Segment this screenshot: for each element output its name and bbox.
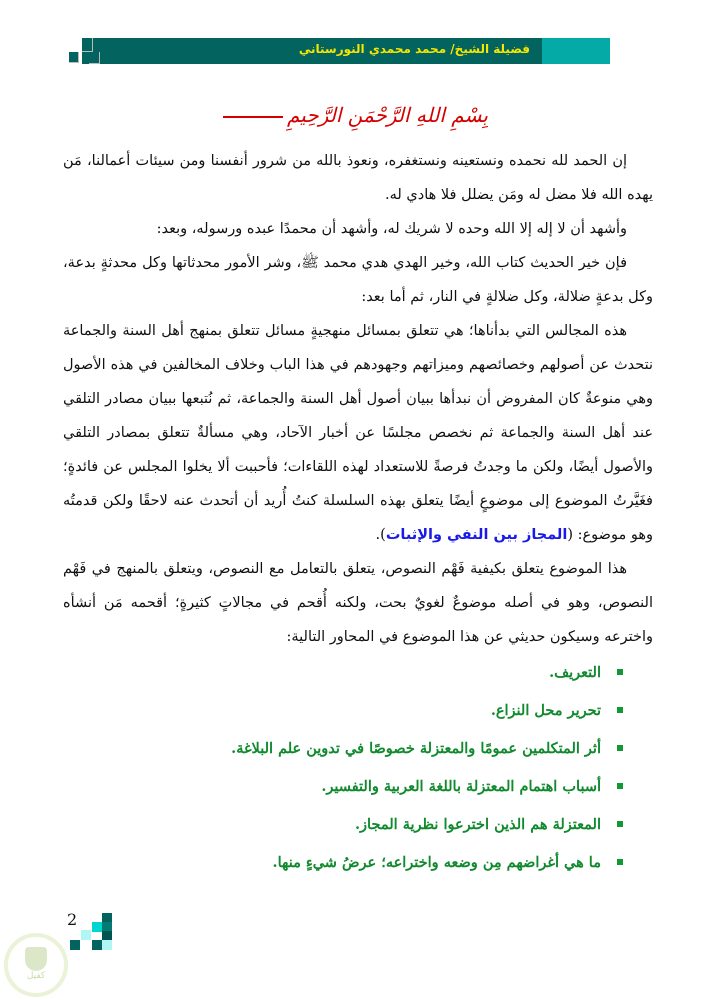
paragraph-opening: إن الحمد لله نحمده ونستعينه ونستغفره، ونعوذ بالله من شرور أنفسنا ومن سيئات أعمالنا، مَن يهده الله فلا مضل له ومَن يضلل فلا هادي له. [63, 153, 653, 203]
topic-open-paren: ( [567, 527, 578, 543]
page-header [70, 38, 610, 64]
basmala-flourish [223, 116, 283, 118]
square-bullet-icon [617, 821, 623, 827]
header-band-light [542, 38, 610, 64]
paragraph-shahada: وأشهد أن لا إله إلا الله وحده لا شريك له، وأشهد أن محمدًا عبده ورسوله، وبعد: [156, 221, 627, 237]
square-bullet-icon [617, 783, 623, 789]
paragraph-khutbah: فإن خير الحديث كتاب الله، وخير الهدي هدي محمد ﷺ، وشر الأمور محدثاتها وكل محدثةٍ بدعة، وكل بدعةٍ ضلالة، وكل ضلالةٍ في النار، ثم أما بعد: [63, 255, 653, 305]
shield-icon [25, 947, 47, 971]
header-decor-square [82, 38, 93, 52]
paragraph-introduction-text: هذه المجالس التي بدأناها؛ هي تتعلق بمسائل منهجيةٍ مسائل تتعلق بمنهج أهل السنة والجماعة نتحدث عن أصولهم وخصائصهم وميزاتهم وجهودهم في هذا الباب وخلاف المخالفين في هذه الأصول وهي منوعةٌ كان المفروض أن نبدأها ببيان أصول أهل السنة والجماعة، ثم نُتبعها ببيان مصادر التلقي عند أهل السنة والجماعة ثم نخصص مجلسًا عن أخبار الآحاد، وهي مسألةٌ تتعلق بمصادر التلقي والأصول أيضًا، ولكن ما وجدتُ فرصةً للاستعداد لهذه اللقاءات؛ فأحببت ألا يخلوا المجلس عن فائدةٍ؛ فغَيَّرتُ الموضوع إلى موضوعٍ أيضًا يتعلق بهذه السلسلة كنتُ أُريد أن أتحدث عنه لاحقًا ولكن قدمتُه وهو موضوع: [63, 323, 653, 543]
square-bullet-icon [617, 707, 623, 713]
paragraph-introduction [63, 314, 653, 552]
document-body [63, 144, 653, 882]
paragraph-topic-description: هذا الموضوع يتعلق بكيفية فَهْم النصوص، يتعلق بالتعامل مع النصوص، ويتعلق بالمنهج في فَهْم النصوص، وهو في أصله موضوعٌ لغويٌ بحت، ولكنه أُقحم في مجالاتٍ كثيرةٍ؛ أقحمه مَن أنشأه واخترعه وسيكون حديثي عن هذا الموضوع في المحاور التالية: [63, 561, 653, 645]
watermark-logo [4, 933, 68, 997]
header-decor-square [69, 52, 79, 63]
axes-item-text: أثر المتكلمين عمومًا والمعتزلة خصوصًا في تدوين علم البلاغة. [231, 740, 601, 757]
footer-decor-square [70, 940, 80, 950]
axes-list-item [63, 692, 623, 730]
axes-list-item [63, 768, 623, 806]
header-decor-square [89, 52, 100, 64]
axes-item-text: ما هي أغراضهم مِن وضعه واختراعه؛ عرضُ شيءٍ منها. [272, 854, 601, 871]
basmala-calligraphy [0, 103, 707, 127]
basmala-text: بِسْمِ اللهِ الرَّحْمَنِ الرَّحِيمِ [286, 103, 488, 127]
footer-decor-square [102, 940, 112, 950]
axes-list-item [63, 806, 623, 844]
topic-close-paren: ). [375, 527, 386, 543]
page-number: 2 [67, 910, 78, 929]
topic-title: المجاز بين النفي والإثبات [385, 527, 568, 543]
square-bullet-icon [617, 745, 623, 751]
footer-decor-square [92, 922, 102, 932]
axes-item-text: المعتزلة هم الذين اخترعوا نظرية المجاز. [355, 816, 601, 833]
axes-item-text: تحرير محل النزاع. [490, 702, 601, 719]
square-bullet-icon [617, 669, 623, 675]
axes-item-text: أسباب اهتمام المعتزلة باللغة العربية والتفسير. [321, 778, 601, 795]
footer-decor-square [92, 940, 102, 950]
axes-list-item [63, 730, 623, 768]
axes-list-item [63, 844, 623, 882]
header-author-title: فضيلة الشيخ/ محمد محمدي النورستاني [298, 42, 530, 56]
square-bullet-icon [617, 859, 623, 865]
footer-decor-square [81, 930, 91, 940]
axes-item-text: التعريف. [549, 664, 601, 681]
axes-list [63, 654, 653, 882]
watermark-text: كفيل [26, 971, 46, 981]
axes-list-item [63, 654, 623, 692]
